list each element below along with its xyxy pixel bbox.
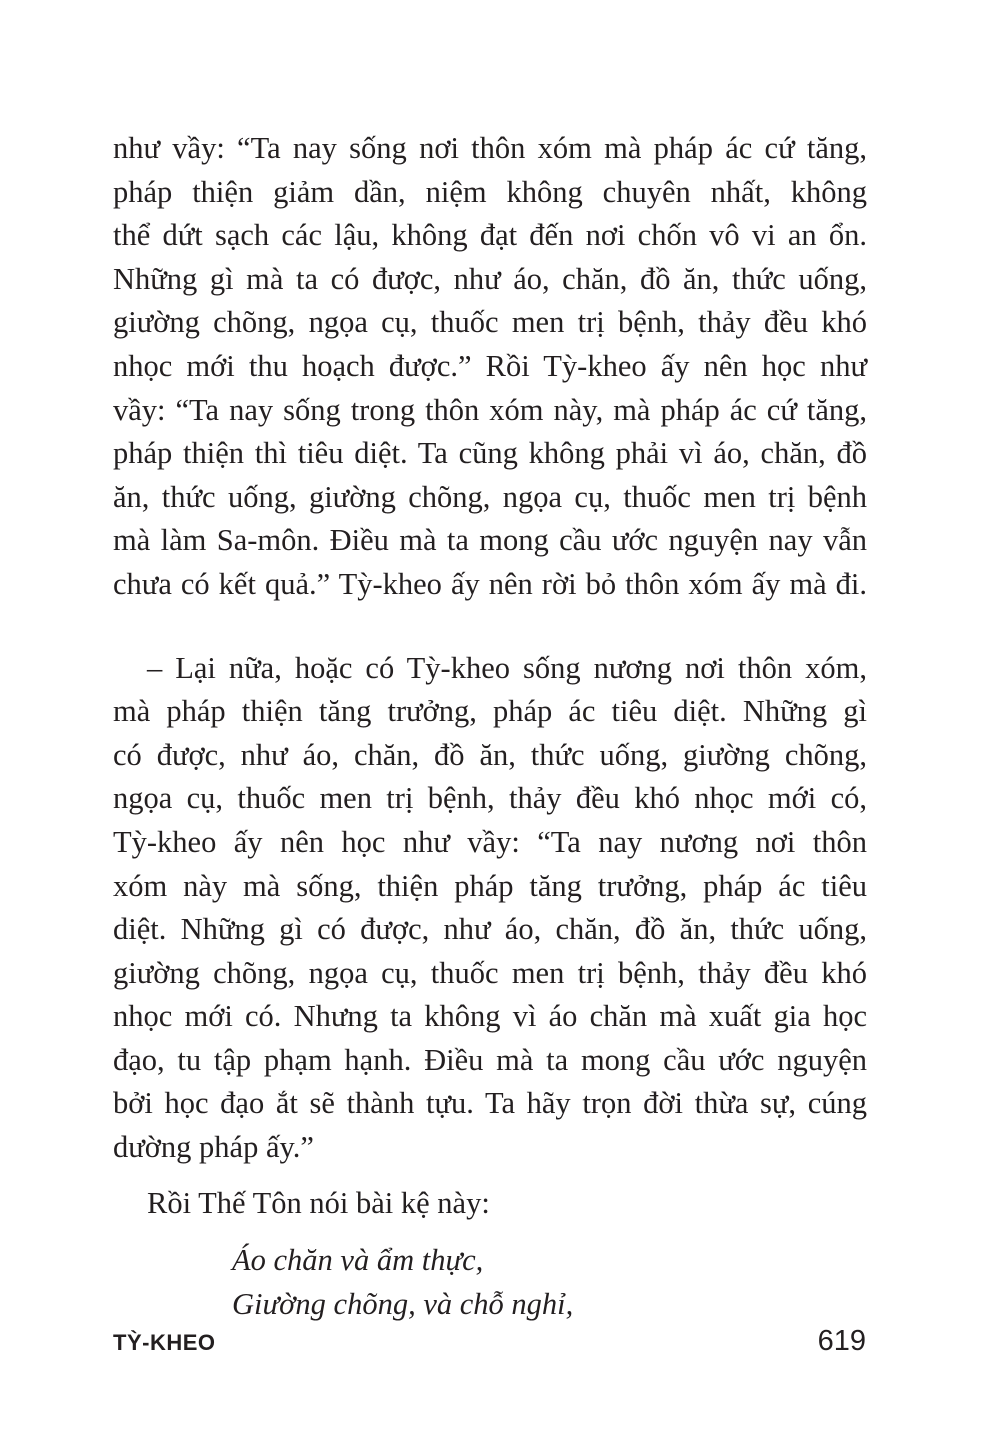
text-line: Những gì mà ta có được, như áo, chăn, đồ ăn, thức uống, bbox=[113, 261, 867, 296]
text-line: – Lại nữa, hoặc có Tỳ-kheo sống nương nơi thôn xóm, bbox=[147, 650, 867, 685]
verse-line: Giường chõng, và chỗ nghỉ, bbox=[232, 1286, 574, 1321]
verse-line: Áo chăn và ẩm thực, bbox=[232, 1243, 484, 1278]
text-line: diệt. Những gì có được, như áo, chăn, đồ ăn, thức uống, bbox=[113, 912, 867, 947]
text-line: mà pháp thiện tăng trưởng, pháp ác tiêu diệt. Những gì bbox=[113, 694, 867, 729]
text-line: mà làm Sa-môn. Điều mà ta mong cầu ước nguyện nay vẫn bbox=[113, 523, 867, 558]
text-line: pháp thiện giảm dần, niệm không chuyên nhất, không bbox=[113, 174, 867, 209]
text-line: như vầy: “Ta nay sống nơi thôn xóm mà pháp ác cứ tăng, bbox=[113, 131, 867, 165]
verse bbox=[113, 1239, 867, 1326]
text-line: dường pháp ấy.” bbox=[113, 1130, 314, 1165]
text-line: nhọc mới thu hoạch được.” Rồi Tỳ-kheo ấy nên học như bbox=[113, 348, 867, 383]
text-line: xóm này mà sống, thiện pháp tăng trưởng, pháp ác tiêu bbox=[113, 868, 867, 903]
text-line: pháp thiện thì tiêu diệt. Ta cũng không phải vì áo, chăn, đồ bbox=[113, 436, 867, 471]
text-line: chưa có kết quả.” Tỳ-kheo ấy nên rời bỏ thôn xóm ấy mà đi. bbox=[113, 566, 867, 601]
verse-intro: Rồi Thế Tôn nói bài kệ này: bbox=[147, 1185, 490, 1220]
page-number: 619 bbox=[817, 1325, 866, 1357]
text-line: đạo, tu tập phạm hạnh. Điều mà ta mong cầu ước nguyện bbox=[113, 1042, 867, 1077]
text-line: có được, như áo, chăn, đồ ăn, thức uống, giường chõng, bbox=[113, 737, 867, 772]
text-line: vầy: “Ta nay sống trong thôn xóm này, mà pháp ác cứ tăng, bbox=[113, 392, 867, 427]
text-line: bởi học đạo ắt sẽ thành tựu. Ta hãy trọn đời thừa sự, cúng bbox=[113, 1086, 867, 1121]
text-line: nhọc mới có. Nhưng ta không vì áo chăn mà xuất gia học bbox=[113, 999, 867, 1034]
page-body bbox=[113, 127, 867, 1326]
text-line: Tỳ-kheo ấy nên học như vầy: “Ta nay nương nơi thôn bbox=[113, 824, 867, 859]
paragraph-2 bbox=[113, 647, 867, 1170]
text-line: ngọa cụ, thuốc men trị bệnh, thảy đều khó nhọc mới có, bbox=[113, 781, 867, 816]
text-line: ăn, thức uống, giường chõng, ngọa cụ, thuốc men trị bệnh bbox=[113, 479, 867, 514]
text-line: giường chõng, ngọa cụ, thuốc men trị bệnh, thảy đều khó bbox=[113, 305, 867, 340]
text-line: giường chõng, ngọa cụ, thuốc men trị bệnh, thảy đều khó bbox=[113, 955, 867, 990]
text-line: thể dứt sạch các lậu, không đạt đến nơi chốn vô vi an ổn. bbox=[113, 218, 867, 253]
paragraph-1 bbox=[113, 127, 867, 607]
running-footer-title: TỲ-KHEO bbox=[113, 1330, 216, 1355]
